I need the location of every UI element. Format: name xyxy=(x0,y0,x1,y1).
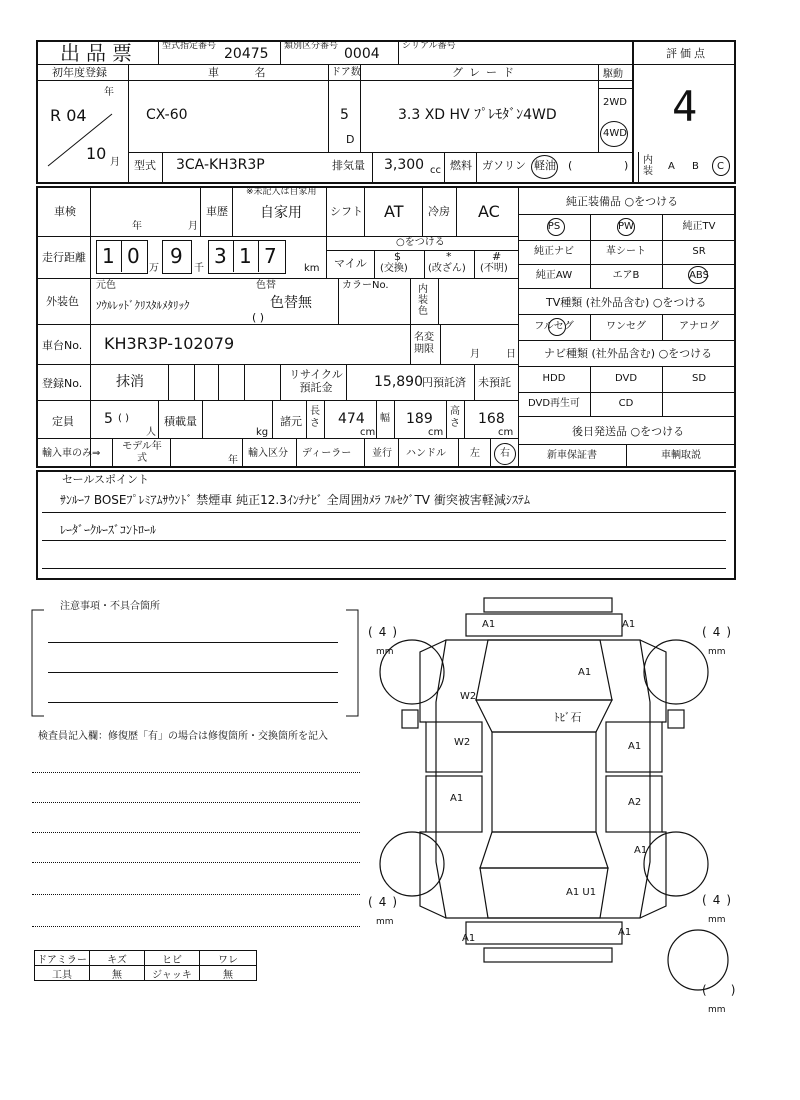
import-type-label: 輸入区分 xyxy=(248,448,288,459)
damage-mark: A1 xyxy=(628,741,642,752)
tire-unit-rr: mm xyxy=(708,915,726,925)
drive-4wd-circle xyxy=(600,121,628,147)
inspection-month: 月 xyxy=(188,221,198,232)
load-label: 積載量 xyxy=(164,415,197,428)
tire-depth-spare: ( ) xyxy=(702,983,736,997)
era-year: R 04 xyxy=(50,106,87,125)
handle-label: ハンドル xyxy=(406,448,446,459)
table-cell: ジャッキ xyxy=(144,965,200,981)
interior-c-circle xyxy=(712,156,730,176)
dealer-label: ディーラー xyxy=(302,448,352,459)
fuel-other-open: ( xyxy=(568,159,573,172)
equip-leather: 革シート xyxy=(606,246,646,257)
color-change-value: 色替無 xyxy=(270,295,312,311)
class-value: 0004 xyxy=(344,46,380,62)
interior-label: 内装 xyxy=(643,155,653,177)
mileage-mile: マイル xyxy=(334,257,367,270)
navi-cd: CD xyxy=(618,398,634,409)
damage-mark: ﾄﾋﾞ石 xyxy=(554,711,582,724)
history-label: 車歴 xyxy=(206,205,228,218)
handle-left: 左 xyxy=(470,448,480,459)
width-value: 189 xyxy=(406,411,433,427)
damage-mark: A1 xyxy=(634,845,648,856)
equip-ps-circle xyxy=(547,218,565,236)
tire-depth-rr: ( 4 ) xyxy=(702,893,732,907)
mileage-digit: 1 xyxy=(102,244,115,268)
table-cell: 無 xyxy=(199,965,257,981)
inspector-label: 検査員記入欄：修復歴「有」の場合は修復箇所・交換箇所を記入 xyxy=(38,731,328,742)
tire-unit-spare: mm xyxy=(708,1005,726,1015)
sales-line1: ｻﾝﾙｰﾌ BOSEﾌﾟﾚﾐｱﾑｻｳﾝﾄﾞ 禁煙車 純正12.3ｲﾝﾁﾅﾋﾞ 全周囲ｶﾒﾗ ﾌﾙｾｸﾞTV 衝突被害軽減ｼｽﾃﾑ xyxy=(60,493,530,507)
tire-unit-fr: mm xyxy=(708,647,726,657)
door-type: D xyxy=(346,133,355,146)
capacity-label: 定員 xyxy=(52,415,74,428)
dim-label: 諸元 xyxy=(280,415,302,428)
disp-value: 3,300 xyxy=(384,157,425,173)
ac-label: 冷房 xyxy=(428,205,450,218)
mileage-exchange: $ xyxy=(394,250,401,263)
mileage-man: 万 xyxy=(149,263,159,274)
recycle-undeposited: 未預託 xyxy=(478,376,511,389)
color-change-label: 色替 xyxy=(256,280,276,291)
type-label: 型式指定番号 xyxy=(162,41,217,51)
fuel-diesel-circle xyxy=(531,155,558,179)
diagonal-slash xyxy=(40,106,120,170)
reg-value: 抹消 xyxy=(116,374,144,390)
mileage-label: 走行距離 xyxy=(42,251,86,264)
car-name: CX-60 xyxy=(146,107,188,123)
damage-mark: A1 U1 xyxy=(566,887,597,898)
model-label: 型式 xyxy=(134,159,156,172)
import-label: 輸入車のみ⇒ xyxy=(42,448,101,459)
tv-analog: アナログ xyxy=(679,321,719,332)
table-header: ヒビ xyxy=(144,950,200,966)
table-cell: 無 xyxy=(89,965,145,981)
model-year-label: モデル年式 xyxy=(122,441,162,464)
damage-mark: W2 xyxy=(460,691,477,702)
mileage-exchange-sub: (交換) xyxy=(380,263,408,274)
equip-pw-circle xyxy=(617,218,635,236)
table-header: ワレ xyxy=(199,950,257,966)
mileage-digit: 3 xyxy=(214,244,227,268)
width-unit: cm xyxy=(428,427,444,438)
post-warranty: 新車保証書 xyxy=(547,450,597,461)
car-name-label: 車 名 xyxy=(208,66,282,79)
handle-right-circle xyxy=(494,443,516,465)
tire-depth-fl: ( 4 ) xyxy=(368,625,398,639)
drive-4wd: 4WD xyxy=(603,128,627,139)
interior-c: C xyxy=(717,161,724,172)
recycle-label: リサイクル預託金 xyxy=(289,368,343,394)
damage-mark: A1 xyxy=(482,619,496,630)
fuel-label: 燃料 xyxy=(450,159,472,172)
navi-dvd: DVD xyxy=(614,373,638,384)
equip-abs-circle xyxy=(688,266,708,284)
reg-label: 登録No. xyxy=(42,377,83,390)
score-value: 4 xyxy=(672,82,698,131)
table-cell: 工具 xyxy=(34,965,90,981)
equip-sr: SR xyxy=(692,246,706,257)
equip-airbag: エアB xyxy=(612,270,640,281)
month-unit: 月 xyxy=(110,157,120,168)
inspection-label: 車検 xyxy=(54,205,76,218)
tv-fullseg-circle xyxy=(548,318,566,336)
damage-mark: A1 xyxy=(622,619,636,630)
color-no-label: カラーNo. xyxy=(342,280,389,291)
caution-bracket xyxy=(30,608,360,720)
expiry-day: 日 xyxy=(506,349,516,360)
interior-color-label: 内装色 xyxy=(418,284,428,317)
height-value: 168 xyxy=(478,411,505,427)
class-label: 類別区分番号 xyxy=(284,41,339,51)
expiry-label: 名変期限 xyxy=(414,332,434,355)
orig-color: ｿｳﾙﾚｯﾄﾞｸﾘｽﾀﾙﾒﾀﾘｯｸ xyxy=(96,299,190,312)
caution-label: 注意事項・不具合箇所 xyxy=(60,601,160,612)
tire-unit-fl: mm xyxy=(376,647,394,657)
shift-label: シフト xyxy=(330,205,363,218)
car-diagram xyxy=(360,592,750,1022)
recycle-value: 15,890 xyxy=(374,374,423,390)
expiry-month: 月 xyxy=(470,349,480,360)
navi-title: ナビ種類 (社外品含む) ○をつける xyxy=(544,347,713,360)
model-year-unit: 年 xyxy=(228,455,238,466)
first-reg-label: 初年度登録 xyxy=(52,66,107,79)
post-title: 後日発送品 ○をつける xyxy=(572,425,685,438)
color-paren: ( ) xyxy=(252,311,265,324)
mileage-unit: km xyxy=(304,263,320,274)
chassis-label: 車台No. xyxy=(42,339,83,352)
history-note: ※未記入は自家用 xyxy=(246,187,317,197)
width-label: 幅 xyxy=(380,413,390,424)
parallel-label: 並行 xyxy=(372,448,392,459)
equip-abs: ABS xyxy=(689,270,709,281)
handle-right: 右 xyxy=(500,448,510,459)
damage-mark: W2 xyxy=(454,737,471,748)
orig-color-label: 元色 xyxy=(96,280,116,291)
equip-aw: 純正AW xyxy=(535,270,573,281)
height-unit: cm xyxy=(498,427,514,438)
table-header: キズ xyxy=(89,950,145,966)
interior-b: B xyxy=(692,161,699,172)
navi-hdd: HDD xyxy=(542,373,566,384)
recycle-deposited: 円預託済 xyxy=(422,376,466,389)
month-value: 10 xyxy=(86,144,107,163)
mileage-tamper-sub: (改ざん) xyxy=(428,263,466,274)
equip-ps: PS xyxy=(547,221,561,232)
equip-pw: PW xyxy=(618,221,634,232)
mileage-sen: 千 xyxy=(194,263,204,274)
doors-label: ドア数 xyxy=(331,67,361,78)
fuel-other-close: ) xyxy=(624,159,629,172)
mileage-unknown: # xyxy=(492,250,502,263)
sales-line2: ﾚｰﾀﾞｰｸﾙｰｽﾞｺﾝﾄﾛｰﾙ xyxy=(60,523,157,537)
drive-2wd: 2WD xyxy=(603,97,627,108)
shift-value: AT xyxy=(384,202,404,221)
sales-label: セールスポイント xyxy=(62,473,150,486)
color-label: 外装色 xyxy=(46,295,79,308)
equipment-title: 純正装備品 ○をつける xyxy=(566,195,679,208)
grade-label: グレード xyxy=(452,66,520,79)
chassis-value: KH3R3P-102079 xyxy=(104,334,235,353)
mileage-digit: 9 xyxy=(170,244,183,268)
damage-mark: A1 xyxy=(578,667,592,678)
type-value: 20475 xyxy=(224,46,269,62)
navi-dvd-play: DVD再生可 xyxy=(527,398,581,409)
year-unit: 年 xyxy=(104,87,114,98)
post-manual: 車輌取説 xyxy=(661,450,701,461)
capacity-value: 5 xyxy=(104,411,113,427)
mileage-check-label: ○をつける xyxy=(396,237,445,248)
tire-depth-fr: ( 4 ) xyxy=(702,625,732,639)
score-label: 評価点 xyxy=(666,47,708,60)
inspection-year: 年 xyxy=(132,221,142,232)
damage-mark: A1 xyxy=(618,927,632,938)
tv-fullseg: フルセグ xyxy=(534,321,574,332)
length-unit: cm xyxy=(360,427,376,438)
drive-label: 駆動 xyxy=(603,69,623,80)
capacity-paren: ( ) xyxy=(118,413,129,424)
length-value: 474 xyxy=(338,411,365,427)
serial-label: シリアル番号 xyxy=(402,41,456,51)
tv-oneseg: ワンセグ xyxy=(606,321,646,332)
table-header: ドアミラー xyxy=(34,950,90,966)
tire-unit-rl: mm xyxy=(376,917,394,927)
model-value: 3CA-KH3R3P xyxy=(176,157,265,173)
mileage-unknown-sub: (不明) xyxy=(480,263,508,274)
load-unit: kg xyxy=(256,427,269,438)
mileage-digit: 7 xyxy=(264,244,277,268)
history-value: 自家用 xyxy=(260,205,302,221)
mileage-digit: 0 xyxy=(127,244,140,268)
damage-mark: A1 xyxy=(462,933,476,944)
tv-title: TV種類 (社外品含む) ○をつける xyxy=(546,296,707,309)
equip-tv: 純正TV xyxy=(682,221,716,232)
grade-value: 3.3 XD HV ﾌﾟﾚﾓﾀﾞﾝ4WD xyxy=(398,107,557,123)
height-label: 高さ xyxy=(450,406,460,429)
damage-mark: A1 xyxy=(450,793,464,804)
navi-sd: SD xyxy=(691,373,707,384)
disp-label: 排気量 xyxy=(332,159,365,172)
page-title: 出品票 xyxy=(60,41,138,65)
length-label: 長さ xyxy=(310,406,320,429)
tire-depth-rl: ( 4 ) xyxy=(368,895,398,909)
doors-value: 5 xyxy=(340,107,349,123)
fuel-gasoline: ガソリン xyxy=(482,159,526,172)
disp-unit: cc xyxy=(430,165,441,176)
mileage-tamper: * xyxy=(446,250,452,263)
ac-value: AC xyxy=(478,202,500,221)
interior-a: A xyxy=(668,161,675,172)
capacity-unit: 人 xyxy=(146,427,156,438)
fuel-diesel: 軽油 xyxy=(534,159,556,172)
damage-mark: A2 xyxy=(628,797,642,808)
mileage-digit: 1 xyxy=(239,244,252,268)
equip-navi: 純正ナビ xyxy=(534,246,574,257)
